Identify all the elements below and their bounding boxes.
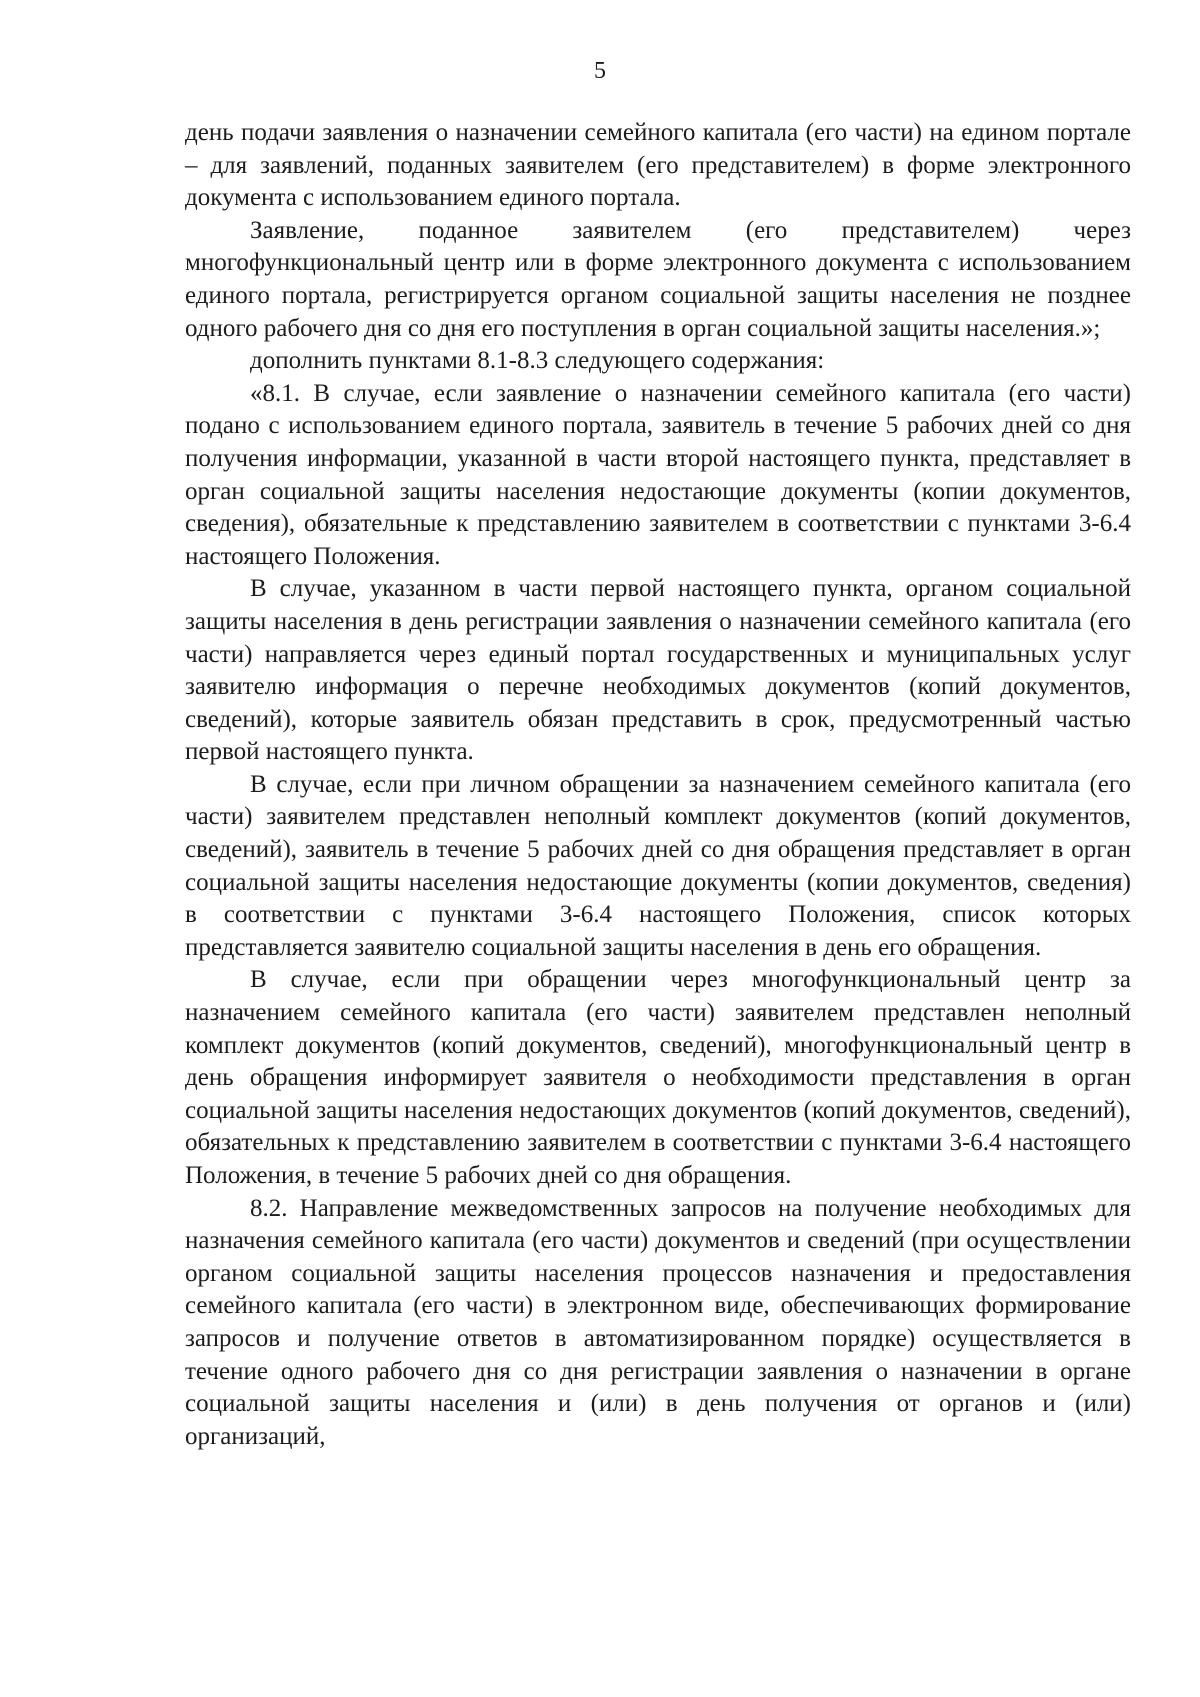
paragraph-8-1-part-3: В случае, если при личном обращении за назначением семейного капитала (его части) заявителем представлен неполный комплект документов (копий документов, сведений), заявитель в течение 5 рабочих дней со дня обращения представляет в орган социальной защиты населения недостающие документы (копии документов, сведения) в соответствии с пунктами 3-6.4 настоящего Положения, список которых представляется заявителю социальной защиты населения в день его обращения. — [185, 770, 1131, 961]
paragraph-8-1-part-2: В случае, указанном в части первой настоящего пункта, органом социальной защиты населения в день регистрации заявления о назначении семейного капитала (его части) направляется через единый портал государственных и муниципальных услуг заявителю информация о перечне необходимых документов (копий документов, сведений), которые заявитель обязан представить в срок, предусмотренный частью первой настоящего пункта. — [185, 575, 1131, 766]
paragraph-continuation: день подачи заявления о назначении семейного капитала (его части) на едином портале – для заявлений, поданных заявителем (его представителем) в форме электронного документа с использованием единого портала. — [185, 119, 1131, 212]
document-body — [185, 117, 1131, 1453]
paragraph-8-2: 8.2. Направление межведомственных запросов на получение необходимых для назначения семейного капитала (его части) документов и сведений (при осуществлении органом социальной защиты населения процессов назначения и предоставления семейного капитала (его части) в электронном виде, обеспечивающих формирование запросов и получение ответов в автоматизированном порядке) осуществляется в течение одного рабочего дня со дня регистрации заявления о назначении в органе социальной защиты населения и (или) в день получения от органов и (или) организаций, — [185, 1194, 1131, 1450]
paragraph-8-1: «8.1. В случае, если заявление о назначении семейного капитала (его части) подано с использованием единого портала, заявитель в течение 5 рабочих дней со дня получения информации, указанной в части второй настоящего пункта, представляет в орган социальной защиты населения недостающие документы (копии документов, сведения), обязательные к представлению заявителем в соответствии с пунктами 3-6.4 настоящего Положения. — [185, 379, 1131, 570]
page-number: 5 — [594, 58, 606, 84]
paragraph-8-1-part-4: В случае, если при обращении через многофункциональный центр за назначением семейного капитала (его части) заявителем представлен неполный комплект документов (копий документов, сведений), многофункциональный центр в день обращения информирует заявителя о необходимости представления в орган социальной защиты населения недостающих документов (копий документов, сведений), обязательных к представлению заявителем в соответствии с пунктами 3-6.4 настоящего Положения, в течение 5 рабочих дней со дня обращения. — [185, 966, 1131, 1189]
paragraph-application-registration: Заявление, поданное заявителем (его представителем) через многофункциональный центр или в форме электронного документа с использованием единого портала, регистрируется органом социальной защиты населения не позднее одного рабочего дня со дня его поступления в орган социальной защиты населения.»; — [185, 216, 1131, 342]
paragraph-amendment-intro: дополнить пунктами 8.1-8.3 следующего содержания: — [250, 347, 825, 375]
